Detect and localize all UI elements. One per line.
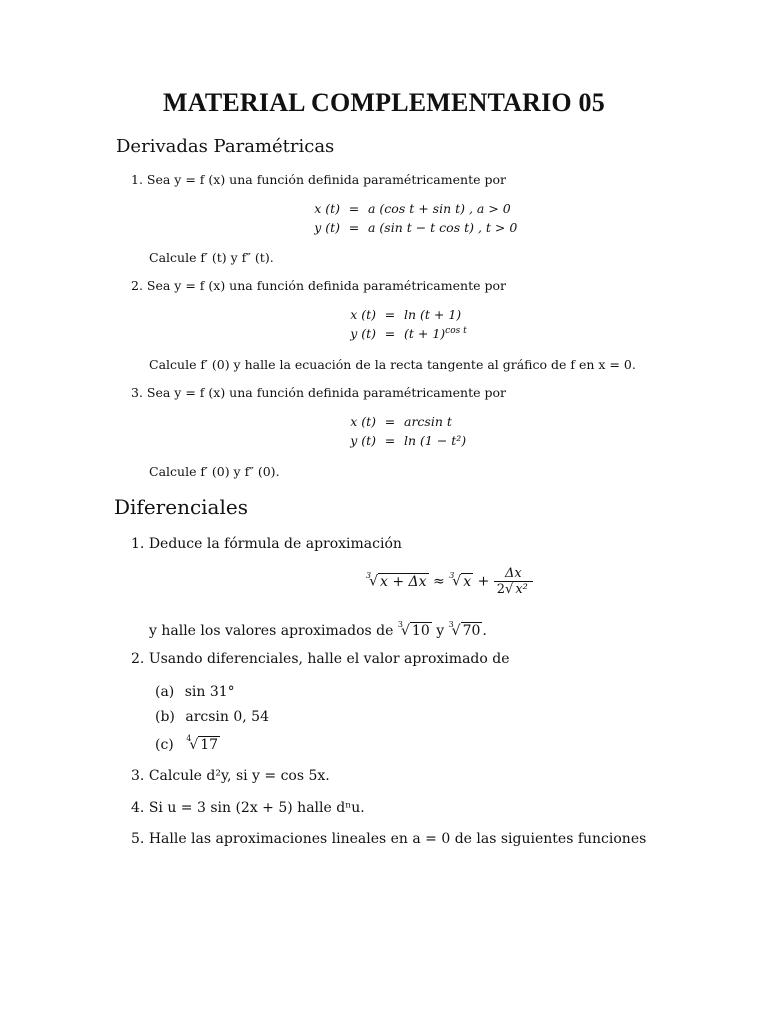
- eq-lhs: x (t): [314, 201, 340, 216]
- item-number: 5.: [131, 831, 145, 847]
- root-index: 4: [186, 734, 192, 743]
- item-intro: Sea y = f (x) una función definida paramétricamente por: [146, 172, 506, 187]
- list-item: [131, 800, 365, 816]
- approx-sign: ≈: [433, 573, 445, 590]
- root-index: 3: [449, 570, 455, 580]
- eq-rhs: a (cos t + sin t) , a > 0: [368, 201, 511, 216]
- eq-sign: =: [384, 433, 396, 448]
- root-index: 3: [448, 620, 454, 629]
- eq-sign: =: [384, 326, 396, 341]
- eq-rhs: arcsin t: [404, 414, 452, 429]
- eq-lhs: x (t): [350, 414, 376, 429]
- item-number: 3.: [131, 385, 143, 400]
- eq-lhs: y (t): [350, 326, 376, 341]
- item-number: 1.: [131, 536, 145, 552]
- radicand: x: [463, 573, 472, 590]
- item-task: Calcule f′ (0) y halle la ecuación de la recta tangente al gráfico de f en x = 0.: [149, 357, 636, 372]
- radicand: 10: [411, 623, 430, 639]
- section-heading-derivadas: Derivadas Paramétricas: [116, 136, 335, 157]
- eq-exponent: cos t: [445, 326, 467, 336]
- sub-item: [155, 709, 269, 725]
- eq-lhs: y (t): [314, 220, 340, 235]
- list-item: [131, 536, 402, 552]
- eq-lhs: y (t): [350, 433, 376, 448]
- den-radicand: x²: [515, 582, 528, 597]
- item-text: Calcule d²y, si y = cos 5x.: [148, 768, 330, 784]
- item-intro: Sea y = f (x) una función definida paramétricamente por: [146, 278, 506, 293]
- sub-label: (b): [155, 709, 175, 725]
- sub-item: (c) $^4$√ 17: [155, 734, 219, 753]
- item-number: 3.: [131, 768, 145, 784]
- root-index: 3: [366, 570, 372, 580]
- root-index: 3: [397, 620, 403, 629]
- sub-item: [155, 684, 235, 700]
- list-item: [131, 278, 506, 293]
- approximation-formula: $^3$√ x + Δx ≈ $^3$√ x + $\frac{\Delta x}{\text{2√ x²}}$: [366, 566, 533, 597]
- item-text: Si u = 3 sin (2x + 5) halle dⁿu.: [148, 800, 365, 816]
- eq-sign: =: [348, 220, 360, 235]
- item-number: 2.: [131, 651, 145, 667]
- list-item: [131, 768, 330, 784]
- eq-rhs: ln (t + 1): [404, 307, 462, 322]
- equation-block: [306, 201, 517, 235]
- item-number: 2.: [131, 278, 143, 293]
- den-coefficient: 2: [496, 582, 506, 597]
- fraction-numerator: Δx: [494, 566, 533, 582]
- item-text: Halle las aproximaciones lineales en a = 0 de las siguientes funciones: [148, 831, 647, 847]
- list-item: [131, 831, 646, 847]
- fraction: $\frac{\Delta x}{\text{2√ x²}}$: [494, 566, 533, 597]
- eq-sign: =: [348, 201, 360, 216]
- list-item: [131, 385, 506, 400]
- sub-expr: sin 31°: [184, 684, 235, 700]
- eq-lhs: x (t): [350, 307, 376, 322]
- follow-text: y halle los valores aproximados de: [149, 623, 394, 639]
- equation-block: [342, 307, 467, 341]
- item-number: 1.: [131, 172, 143, 187]
- connector: y: [436, 623, 445, 639]
- eq-rhs: (t + 1): [404, 326, 446, 342]
- list-item: [131, 651, 510, 667]
- page-title: MATERIAL COMPLEMENTARIO 05: [163, 88, 605, 117]
- sub-expr: arcsin 0, 54: [185, 709, 269, 725]
- equation-block: [342, 414, 466, 448]
- item-text: Deduce la fórmula de aproximación: [148, 536, 402, 552]
- item-task: Calcule f′ (0) y f″ (0).: [149, 464, 280, 479]
- eq-sign: =: [384, 414, 396, 429]
- sub-label: (c): [155, 737, 174, 753]
- plus-sign: +: [477, 573, 490, 590]
- radicand: x + Δx: [380, 573, 427, 590]
- eq-sign: =: [384, 307, 396, 322]
- eq-rhs: ln (1 − t²): [404, 433, 467, 448]
- list-item: [131, 172, 506, 187]
- period: .: [482, 623, 487, 639]
- item-intro: Sea y = f (x) una función definida paramétricamente por: [146, 385, 506, 400]
- item-text: Usando diferenciales, halle el valor aproximado de: [148, 651, 510, 667]
- item-task: Calcule f′ (t) y f″ (t).: [149, 250, 274, 265]
- item-number: 4.: [131, 800, 145, 816]
- radicand: 70: [462, 623, 481, 639]
- eq-rhs: a (sin t − t cos t) , t > 0: [368, 220, 518, 235]
- sub-label: (a): [155, 684, 175, 700]
- radicand: 17: [200, 737, 219, 753]
- section-heading-diferenciales: Diferenciales: [114, 495, 248, 519]
- item-follow: y halle los valores aproximados de $^3$√ 10 y $^3$√ 70 .: [149, 620, 487, 639]
